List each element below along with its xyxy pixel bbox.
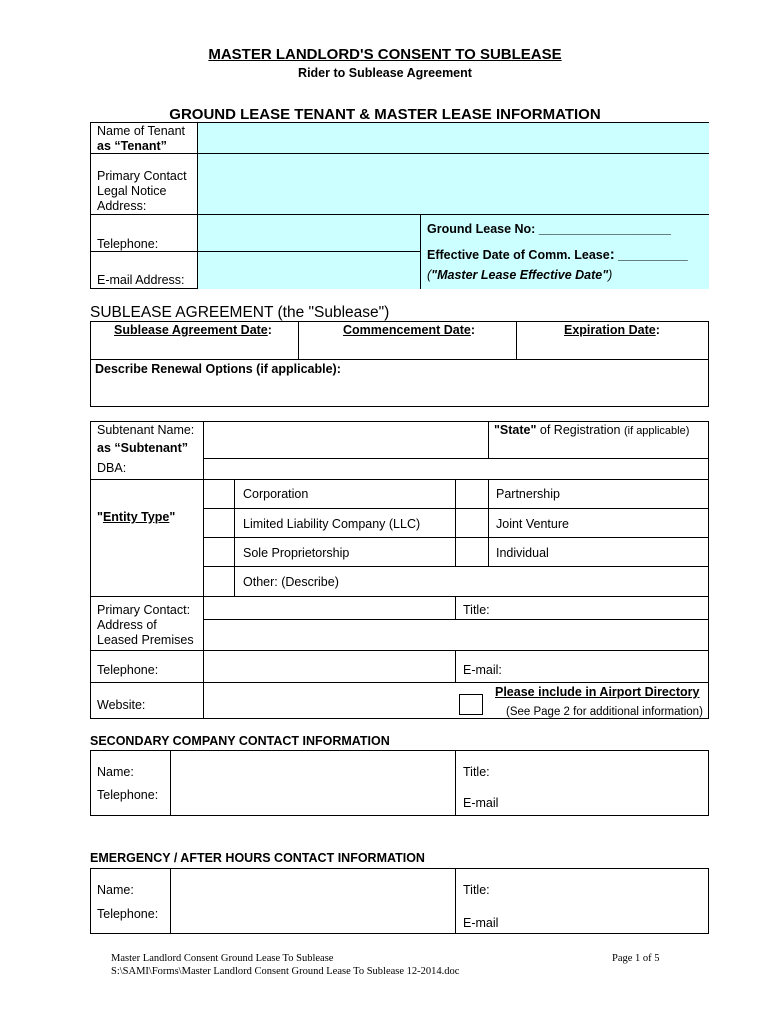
corporation-label: Corporation xyxy=(243,487,309,501)
individual-checkbox[interactable] xyxy=(456,538,488,566)
subtenant-table xyxy=(90,421,709,719)
renewal-options-label: Describe Renewal Options (if applicable): xyxy=(95,362,341,376)
divider xyxy=(455,750,456,816)
other-checkbox[interactable] xyxy=(204,567,234,595)
divider xyxy=(90,214,709,215)
emergency-title-label: Title: xyxy=(463,883,490,897)
leased-premises-address-label: Address of xyxy=(97,618,157,632)
corporation-checkbox[interactable] xyxy=(204,480,234,508)
individual-label: Individual xyxy=(496,546,549,560)
primary-contact-label: Primary Contact: xyxy=(97,603,191,617)
ground-lease-table xyxy=(90,122,709,289)
entity-type-label: "Entity Type" xyxy=(97,510,176,524)
llc-label: Limited Liability Company (LLC) xyxy=(243,517,421,531)
partnership-checkbox[interactable] xyxy=(456,480,488,508)
master-lease-effective-date-note: ("Master Lease Effective Date") xyxy=(427,268,613,282)
primary-contact-label: Primary Contact xyxy=(97,169,187,183)
divider xyxy=(455,596,456,619)
footer-page-number: Page 1 of 5 xyxy=(612,953,660,964)
subtenant-as-label: as “Subtenant” xyxy=(97,441,188,455)
tenant-name-label: Name of Tenant xyxy=(97,124,186,138)
expiration-date-label: Expiration Date: xyxy=(564,323,660,337)
emergency-email-label: E-mail xyxy=(463,916,499,930)
emergency-telephone-label: Telephone: xyxy=(97,907,159,921)
telephone-label: Telephone: xyxy=(97,663,159,677)
divider xyxy=(90,596,709,597)
llc-checkbox[interactable] xyxy=(204,509,234,537)
divider xyxy=(455,650,456,682)
divider xyxy=(203,458,709,459)
tenant-name-field[interactable] xyxy=(198,123,709,289)
page-title: MASTER LANDLORD'S CONSENT TO SUBLEASE xyxy=(208,46,562,63)
effective-date-label: Effective Date of Comm. Lease: __________ xyxy=(427,246,688,263)
airport-directory-checkbox[interactable] xyxy=(459,694,483,715)
state-of-registration-label: "State" of Registration (if applicable) xyxy=(494,423,690,437)
legal-notice-label: Legal Notice xyxy=(97,184,167,198)
leased-premises-address-label-2: Leased Premises xyxy=(97,633,194,647)
other-label: Other: (Describe) xyxy=(243,575,339,589)
divider xyxy=(516,321,517,359)
sublease-agreement-date-label: Sublease Agreement Date: xyxy=(114,323,272,337)
airport-directory-note: (See Page 2 for additional information) xyxy=(506,706,703,718)
divider xyxy=(170,750,171,816)
secondary-title-label: Title: xyxy=(463,765,490,779)
divider xyxy=(488,479,489,567)
page-subtitle: Rider to Sublease Agreement xyxy=(298,66,472,80)
divider xyxy=(203,566,709,567)
joint-venture-label: Joint Venture xyxy=(496,517,569,531)
dba-label: DBA: xyxy=(97,461,127,475)
divider xyxy=(488,421,489,458)
secondary-email-label: E-mail xyxy=(463,796,499,810)
divider xyxy=(455,868,456,934)
divider xyxy=(90,650,709,651)
secondary-contact-table xyxy=(90,750,709,816)
commencement-date-label: Commencement Date: xyxy=(343,323,475,337)
divider xyxy=(197,122,198,289)
sole-proprietorship-label: Sole Proprietorship xyxy=(243,546,350,560)
divider xyxy=(90,682,709,683)
emergency-name-label: Name: xyxy=(97,883,134,897)
ground-lease-heading: GROUND LEASE TENANT & MASTER LEASE INFORMATION xyxy=(169,106,601,123)
divider xyxy=(90,153,709,154)
secondary-telephone-label: Telephone: xyxy=(97,788,159,802)
footer-doc-name: Master Landlord Consent Ground Lease To Sublease xyxy=(111,953,334,964)
airport-directory-label: Please include in Airport Directory xyxy=(495,685,700,699)
website-label: Website: xyxy=(97,698,146,712)
title-label: Title: xyxy=(463,603,490,617)
emergency-contact-heading: EMERGENCY / AFTER HOURS CONTACT INFORMATION xyxy=(90,851,425,865)
sole-proprietorship-checkbox[interactable] xyxy=(204,538,234,566)
divider xyxy=(203,619,709,620)
divider xyxy=(170,868,171,934)
divider xyxy=(90,359,709,360)
email-label: E-mail: xyxy=(463,663,502,677)
partnership-label: Partnership xyxy=(496,487,560,501)
emergency-contact-table xyxy=(90,868,709,934)
secondary-name-label: Name: xyxy=(97,765,134,779)
sublease-heading: SUBLEASE AGREEMENT (the "Sublease") xyxy=(90,304,390,321)
divider xyxy=(234,479,235,596)
divider xyxy=(298,321,299,359)
divider xyxy=(90,479,709,480)
tenant-as-label: as “Tenant” xyxy=(97,139,167,153)
joint-venture-checkbox[interactable] xyxy=(456,509,488,537)
telephone-label: Telephone: xyxy=(97,237,159,251)
ground-lease-no-label: Ground Lease No: ___________________ xyxy=(427,222,671,236)
subtenant-name-label: Subtenant Name: xyxy=(97,423,195,437)
divider xyxy=(420,214,421,289)
secondary-contact-heading: SECONDARY COMPANY CONTACT INFORMATION xyxy=(90,734,390,748)
address-label: Address: xyxy=(97,199,147,213)
footer-file-path: S:\SAMI\Forms\Master Landlord Consent Ground Lease To Sublease 12-2014.doc xyxy=(111,966,460,977)
email-label: E-mail Address: xyxy=(97,273,185,287)
